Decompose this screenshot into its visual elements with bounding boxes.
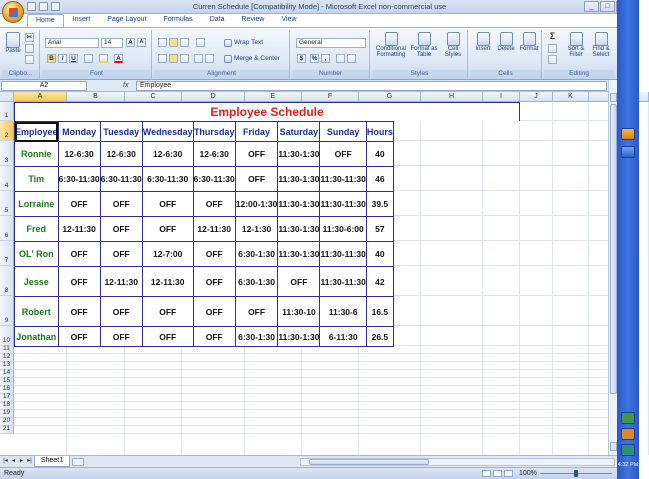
conditional-formatting-button[interactable]: Conditional Formatting xyxy=(374,32,408,58)
table-row xyxy=(15,167,394,192)
shift-cell[interactable]: 6:30-1:30 xyxy=(235,267,278,297)
status-text: Ready xyxy=(4,470,25,477)
row-header[interactable]: 17 xyxy=(0,394,14,402)
clock: 4:32 PM xyxy=(617,462,639,468)
column-header[interactable]: J xyxy=(520,92,553,102)
shift-cell[interactable]: 12-11:30 xyxy=(58,217,100,242)
shift-cell[interactable]: OFF xyxy=(142,192,193,217)
tab-page-layout[interactable]: Page Layout xyxy=(107,16,147,23)
shift-cell[interactable]: 6:30-1:30 xyxy=(235,327,278,347)
table-row xyxy=(15,327,394,347)
gridline xyxy=(14,393,608,394)
alignment-group xyxy=(154,30,290,79)
hours-cell[interactable]: 39.5 xyxy=(366,192,393,217)
header-cell[interactable]: Tuesday xyxy=(100,122,142,142)
gridline xyxy=(552,102,553,455)
shift-cell[interactable]: 11:30-6 xyxy=(320,297,366,327)
editing-group-label: Editing xyxy=(544,70,614,79)
header-cell[interactable]: Sunday xyxy=(320,122,366,142)
column-header[interactable]: K xyxy=(553,92,589,102)
shift-cell[interactable]: 11:30-11:30 xyxy=(320,192,366,217)
column-header[interactable]: G xyxy=(359,92,421,102)
tab-home[interactable]: Home xyxy=(27,14,64,27)
align-middle-icon[interactable] xyxy=(169,38,178,47)
shift-cell[interactable]: 11:30-1:30 xyxy=(278,167,320,192)
window-title: Curren Schedule [Compatibility Mode] - Microsoft Excel non-commercial use xyxy=(192,2,447,11)
shift-cell[interactable]: OFF xyxy=(58,297,100,327)
styles-group xyxy=(372,30,468,79)
font-group xyxy=(42,30,152,79)
shrink-font-button[interactable]: A xyxy=(137,38,146,47)
header-cell[interactable]: Thursday xyxy=(193,122,235,142)
paste-button[interactable]: Paste xyxy=(5,32,21,54)
hours-cell[interactable]: 40 xyxy=(366,142,393,167)
column-header[interactable]: C xyxy=(125,92,182,102)
shift-cell[interactable]: 6:30-11:30 xyxy=(58,167,100,192)
taskbar-app-icon[interactable] xyxy=(621,128,635,140)
copy-icon[interactable] xyxy=(25,44,34,53)
gridline xyxy=(519,102,520,455)
shift-cell[interactable]: 11:30-11:30 xyxy=(320,267,366,297)
shift-cell[interactable]: OFF xyxy=(193,192,235,217)
tab-formulas[interactable]: Formulas xyxy=(163,16,193,23)
shift-cell[interactable]: 12-11:30 xyxy=(142,267,193,297)
vertical-scroll-thumb[interactable] xyxy=(610,104,617,394)
table-row xyxy=(15,297,394,327)
number-group xyxy=(292,30,370,79)
row-header[interactable]: 19 xyxy=(0,410,14,418)
header-cell[interactable]: Monday xyxy=(58,122,100,142)
maximize-button[interactable]: □ xyxy=(600,1,615,12)
orientation-icon[interactable] xyxy=(196,38,205,47)
employee-name-cell[interactable]: Lorraine xyxy=(15,192,59,217)
align-right-icon[interactable] xyxy=(180,54,189,63)
fill-color-icon[interactable] xyxy=(99,54,108,63)
grow-font-button[interactable]: A xyxy=(126,38,135,47)
prev-sheet-icon[interactable]: ◂ xyxy=(11,458,15,464)
sheet-navigation xyxy=(2,458,33,465)
column-header[interactable]: E xyxy=(245,92,302,102)
align-top-icon[interactable] xyxy=(158,38,167,47)
next-sheet-icon[interactable]: ▸ xyxy=(19,458,23,464)
table-icon xyxy=(418,32,431,46)
horizontal-scroll-thumb[interactable] xyxy=(309,459,429,465)
shift-cell[interactable]: OFF xyxy=(100,192,142,217)
decrease-decimal-icon[interactable] xyxy=(347,54,356,63)
title-bar xyxy=(0,0,639,14)
cell-styles-button[interactable]: Cell Styles xyxy=(440,32,466,58)
row-header[interactable]: 5 xyxy=(0,191,14,216)
ribbon xyxy=(0,27,639,80)
tray-icon[interactable] xyxy=(621,444,635,456)
shift-cell[interactable]: 6:30-11:30 xyxy=(193,167,235,192)
formula-input[interactable]: Employee xyxy=(136,81,607,91)
column-header[interactable]: I xyxy=(483,92,520,102)
shift-cell[interactable]: OFF xyxy=(235,142,278,167)
gridline xyxy=(14,385,608,386)
row-header[interactable]: 1 xyxy=(0,102,14,121)
office-button[interactable] xyxy=(2,1,24,23)
shift-cell[interactable]: OFF xyxy=(58,192,100,217)
tray-icon[interactable] xyxy=(621,412,635,424)
column-header[interactable]: F xyxy=(302,92,359,102)
increase-indent-icon[interactable] xyxy=(205,54,214,63)
font-color-button[interactable]: A xyxy=(114,54,123,63)
insert-cells-button[interactable]: Insert xyxy=(472,32,494,52)
number-format-box[interactable]: General xyxy=(296,38,366,48)
column-header[interactable]: D xyxy=(182,92,245,102)
page-layout-view-icon[interactable] xyxy=(493,470,502,477)
formula-bar xyxy=(0,80,639,92)
italic-button[interactable]: I xyxy=(58,54,67,63)
gridline xyxy=(14,401,608,402)
row-header[interactable]: 18 xyxy=(0,402,14,410)
row-header[interactable]: 7 xyxy=(0,241,14,266)
tab-data[interactable]: Data xyxy=(209,16,225,23)
align-left-icon[interactable] xyxy=(158,54,167,63)
shift-cell[interactable]: 6:30-11:30 xyxy=(142,167,193,192)
number-group-label: Number xyxy=(292,70,369,79)
header-cell[interactable]: Saturday xyxy=(278,122,320,142)
shift-cell[interactable]: OFF xyxy=(100,242,142,267)
tab-insert[interactable]: Insert xyxy=(72,16,91,23)
borders-icon[interactable] xyxy=(84,54,93,63)
font-group-label: Font xyxy=(42,70,151,79)
shift-cell[interactable]: 12-6:30 xyxy=(58,142,100,167)
tab-review[interactable]: Review xyxy=(241,16,265,23)
column-header[interactable]: H xyxy=(421,92,483,102)
shift-cell[interactable]: OFF xyxy=(142,297,193,327)
sort-filter-button[interactable]: Sort & Filter xyxy=(564,32,588,58)
cut-icon[interactable]: ✂ xyxy=(26,34,33,41)
name-box[interactable]: A2 xyxy=(1,81,87,91)
shift-cell[interactable]: OFF xyxy=(58,267,100,297)
row-header[interactable]: 12 xyxy=(0,354,14,362)
percent-button[interactable]: % xyxy=(311,55,318,62)
schedule-title[interactable]: Employee Schedule xyxy=(14,102,520,121)
column-header[interactable]: B xyxy=(67,92,125,102)
shift-cell[interactable]: 12-6:30 xyxy=(193,142,235,167)
shift-cell[interactable]: 6:30-11:30 xyxy=(100,167,142,192)
wrap-text-button[interactable]: Wrap Text xyxy=(224,39,263,47)
shift-cell[interactable]: 6:30-1:30 xyxy=(235,242,278,267)
shift-cell[interactable]: OFF xyxy=(58,242,100,267)
wrap-text-icon xyxy=(224,39,232,47)
clipboard-group xyxy=(2,30,40,79)
clipboard-group-label: Clipbo... xyxy=(2,70,39,79)
schedule-table xyxy=(14,121,394,347)
row-header[interactable]: 13 xyxy=(0,362,14,370)
table-row xyxy=(15,242,394,267)
shift-cell[interactable]: OFF xyxy=(100,297,142,327)
alignment-group-label: Alignment xyxy=(154,70,289,79)
header-cell[interactable]: Wednesday xyxy=(142,122,193,142)
row-header[interactable]: 8 xyxy=(0,266,14,296)
hours-cell[interactable]: 46 xyxy=(366,167,393,192)
row-header[interactable]: 4 xyxy=(0,166,14,191)
shift-cell[interactable]: OFF xyxy=(142,217,193,242)
view-buttons xyxy=(482,470,513,477)
align-center-icon[interactable] xyxy=(169,54,178,63)
increase-decimal-icon[interactable] xyxy=(336,54,345,63)
styles-group-label: Styles xyxy=(372,70,467,79)
row-header[interactable]: 16 xyxy=(0,386,14,394)
hours-cell[interactable]: 16.5 xyxy=(366,297,393,327)
shift-cell[interactable]: OFF xyxy=(235,297,278,327)
conditional-formatting-icon xyxy=(385,32,398,46)
delete-cells-button[interactable]: Delete xyxy=(495,32,517,52)
table-row xyxy=(15,192,394,217)
gridline xyxy=(588,102,589,455)
scroll-up-icon[interactable] xyxy=(610,93,617,102)
horizontal-scrollbar[interactable] xyxy=(300,458,615,466)
selected-cell[interactable]: Employee xyxy=(15,122,59,142)
cells-group-label: Cells xyxy=(470,70,541,79)
shift-cell[interactable]: 12-11:30 xyxy=(193,217,235,242)
shift-cell[interactable]: OFF xyxy=(235,167,278,192)
shift-cell[interactable]: 12-1:30 xyxy=(235,217,278,242)
cell-styles-icon xyxy=(447,32,460,46)
ribbon-tabs xyxy=(27,14,305,27)
row-header[interactable]: 14 xyxy=(0,370,14,378)
employee-name-cell[interactable]: Jesse xyxy=(15,267,59,297)
shift-cell[interactable]: 12-7:00 xyxy=(142,242,193,267)
shift-cell[interactable]: 11:30-1:30 xyxy=(278,217,320,242)
shift-cell[interactable]: OFF xyxy=(58,327,100,347)
employee-name-cell[interactable]: Tim xyxy=(15,167,59,192)
insert-function-icon[interactable]: fx xyxy=(123,82,129,89)
align-bottom-icon[interactable] xyxy=(180,38,189,47)
sheet-tab-bar xyxy=(0,455,617,467)
insert-cells-icon xyxy=(477,32,490,46)
delete-cells-icon xyxy=(500,32,513,46)
hours-cell[interactable]: 42 xyxy=(366,267,393,297)
shift-cell[interactable]: OFF xyxy=(193,327,235,347)
shift-cell[interactable]: OFF xyxy=(193,297,235,327)
first-sheet-icon[interactable]: |◂ xyxy=(3,458,8,464)
shift-cell[interactable]: 12-6:30 xyxy=(100,142,142,167)
binoculars-icon xyxy=(595,32,608,46)
font-name-box[interactable]: Arial xyxy=(45,38,99,48)
minimize-button[interactable]: _ xyxy=(584,1,599,12)
shift-cell[interactable]: 11:30-1:30 xyxy=(278,242,320,267)
clear-icon[interactable] xyxy=(548,55,557,64)
tab-view[interactable]: View xyxy=(281,16,297,23)
hours-cell[interactable]: 40 xyxy=(366,242,393,267)
row-header[interactable]: 2 xyxy=(0,121,14,141)
employee-name-cell[interactable]: Fred xyxy=(15,217,59,242)
gridline xyxy=(14,361,608,362)
gridline xyxy=(482,102,483,455)
bold-button[interactable]: B xyxy=(47,54,56,63)
shift-cell[interactable]: OFF xyxy=(142,327,193,347)
last-sheet-icon[interactable]: ▸| xyxy=(27,458,32,464)
taskbar xyxy=(617,0,639,479)
employee-name-cell[interactable]: Ronnie xyxy=(15,142,59,167)
vertical-scrollbar[interactable] xyxy=(608,80,617,455)
row-header[interactable]: 21 xyxy=(0,426,14,434)
shift-cell[interactable]: OFF xyxy=(100,217,142,242)
autosum-button[interactable]: Σ xyxy=(549,31,556,41)
row-header[interactable]: 15 xyxy=(0,378,14,386)
sort-filter-icon xyxy=(570,32,583,46)
tray-icon[interactable] xyxy=(621,428,635,440)
worksheet-grid[interactable] xyxy=(0,92,608,455)
clipboard-icon xyxy=(6,32,20,48)
font-size-box[interactable]: 14 xyxy=(101,38,123,48)
shift-cell[interactable]: 11:30-1:30 xyxy=(278,192,320,217)
header-cell[interactable]: Friday xyxy=(235,122,278,142)
insert-sheet-icon[interactable] xyxy=(72,458,84,466)
gridline xyxy=(14,417,608,418)
page-break-view-icon[interactable] xyxy=(504,470,513,477)
shift-cell[interactable]: OFF xyxy=(100,327,142,347)
hours-cell[interactable]: 57 xyxy=(366,217,393,242)
row-header[interactable]: 10 xyxy=(0,326,14,346)
shift-cell[interactable]: 12-6:30 xyxy=(142,142,193,167)
format-as-table-button[interactable]: Format as Table xyxy=(410,32,438,58)
normal-view-icon[interactable] xyxy=(482,470,491,477)
shift-cell[interactable]: OFF xyxy=(193,267,235,297)
shift-cell[interactable]: 11:30-11:30 xyxy=(320,167,366,192)
underline-button[interactable]: U xyxy=(69,54,78,63)
row-header[interactable]: 11 xyxy=(0,346,14,354)
cells-group xyxy=(470,30,542,79)
merge-center-button[interactable]: Merge & Center xyxy=(224,55,280,63)
row-header[interactable]: 9 xyxy=(0,296,14,326)
format-cells-icon xyxy=(523,32,536,46)
format-cells-button[interactable]: Format xyxy=(518,32,540,52)
shift-cell[interactable]: OFF xyxy=(193,242,235,267)
column-header[interactable]: A xyxy=(14,92,67,102)
shift-cell[interactable]: 11:30-1:30 xyxy=(278,327,320,347)
format-painter-icon[interactable] xyxy=(25,55,34,64)
shift-cell[interactable]: 11:30-6:00 xyxy=(320,217,366,242)
gridline xyxy=(14,353,608,354)
row-header[interactable]: 6 xyxy=(0,216,14,241)
employee-name-cell[interactable]: Jonathan xyxy=(15,327,59,347)
gridline xyxy=(14,377,608,378)
editing-group xyxy=(544,30,614,79)
merge-icon xyxy=(224,55,232,63)
status-bar xyxy=(0,467,617,479)
zoom-slider-knob[interactable] xyxy=(574,470,578,477)
taskbar-window-icon[interactable] xyxy=(621,146,635,158)
shift-cell[interactable]: OFF xyxy=(278,267,320,297)
scroll-down-icon[interactable] xyxy=(610,442,617,451)
hours-cell[interactable]: 26.5 xyxy=(366,327,393,347)
decrease-indent-icon[interactable] xyxy=(194,54,203,63)
table-row xyxy=(15,267,394,297)
select-all-corner[interactable] xyxy=(0,92,14,102)
table-row xyxy=(15,217,394,242)
gridline xyxy=(420,102,421,455)
shift-cell[interactable]: 6-11:30 xyxy=(320,327,366,347)
row-header[interactable]: 3 xyxy=(0,141,14,166)
header-cell[interactable]: Hours xyxy=(366,122,393,142)
row-header[interactable]: 20 xyxy=(0,418,14,426)
find-select-button[interactable]: Find & Select xyxy=(589,32,613,58)
shift-cell[interactable]: 12:00-1:30 xyxy=(235,192,278,217)
fill-icon[interactable] xyxy=(548,44,557,53)
employee-name-cell[interactable]: Robert xyxy=(15,297,59,327)
currency-button[interactable]: $ xyxy=(297,54,306,63)
shift-cell[interactable]: 11:30-10 xyxy=(278,297,320,327)
office-logo-icon xyxy=(9,8,18,17)
gridline xyxy=(14,433,608,434)
gridline xyxy=(14,409,608,410)
gridline xyxy=(14,425,608,426)
zoom-level[interactable]: 100% xyxy=(519,470,537,477)
comma-button[interactable]: , xyxy=(321,54,330,63)
shift-cell[interactable]: 12-11:30 xyxy=(100,267,142,297)
shift-cell[interactable]: OFF xyxy=(320,142,366,167)
gridline xyxy=(14,369,608,370)
shift-cell[interactable]: 11:30-1:30 xyxy=(278,142,320,167)
header-row xyxy=(15,122,394,142)
shift-cell[interactable]: 11:30-11:30 xyxy=(320,242,366,267)
sheet-tab-sheet1[interactable]: Sheet1 xyxy=(34,456,70,467)
employee-name-cell[interactable]: OL' Ron xyxy=(15,242,59,267)
table-row xyxy=(15,142,394,167)
